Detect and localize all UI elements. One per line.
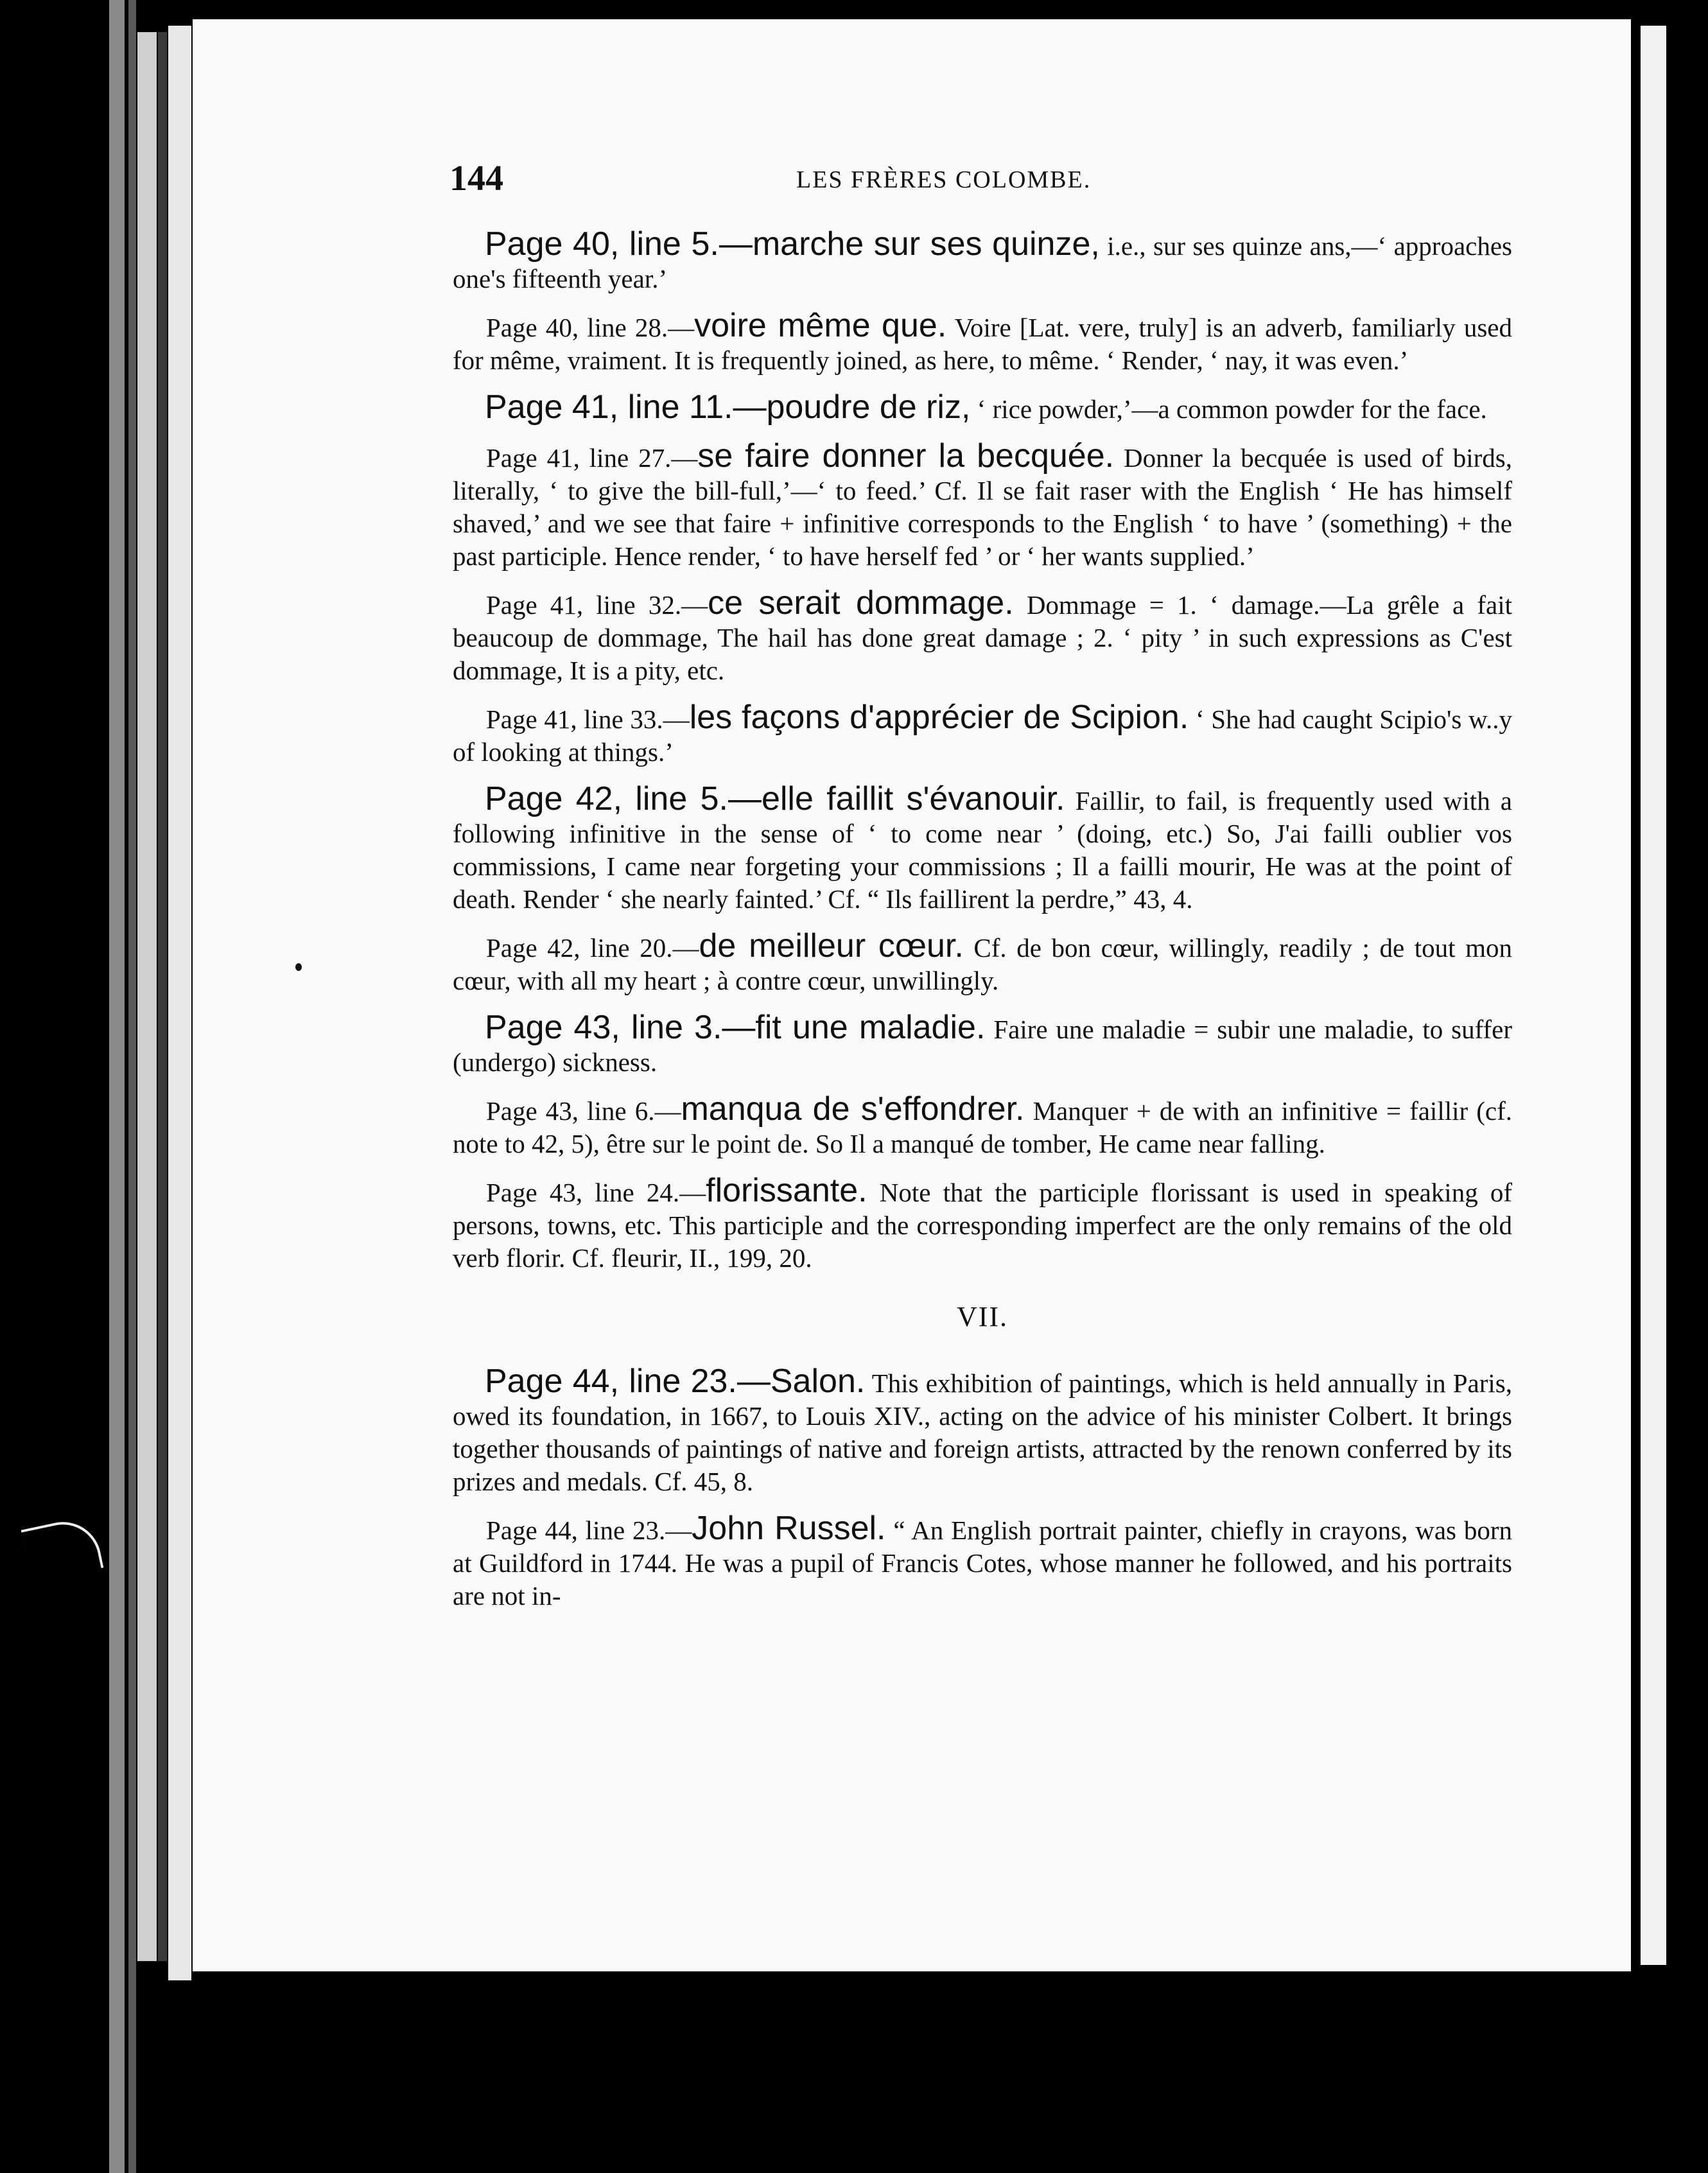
note-text: Cf. de bon cœur, willingly, readily ; de tout mon cœur, with all my heart ; à contre cœur, unwillingly. <box>453 933 1512 995</box>
running-title: LES FRÈRES COLOMBE. <box>796 166 1092 193</box>
note-reference: Page 40, line 5.— <box>485 225 753 263</box>
note-headword: florissante. <box>706 1172 867 1209</box>
notes-list <box>453 1365 1512 1612</box>
note-reference: Page 44, line 23.— <box>486 1515 692 1545</box>
note-text: Faire une maladie = subir une maladie, to suffer (undergo) sickness. <box>453 1015 1513 1077</box>
book-edge <box>128 0 136 2173</box>
page-stack-edge <box>168 26 191 1980</box>
note-text: Manquer + de with an infinitive = faillir (cf. note to 42, 5), être sur le point de. So Il a manqué de tomber, He came near falling. <box>453 1096 1512 1158</box>
note-headword: elle faillit s'évanouir. <box>761 780 1065 817</box>
note-entry <box>453 701 1512 769</box>
note-entry <box>453 307 1512 377</box>
note-reference: Page 44, line 23.— <box>485 1363 771 1400</box>
note-entry <box>453 1365 1512 1498</box>
note-text: Note that the participle florissant is used in speaking of persons, towns, etc. This participle and the corresponding imperfect are the only remains of the old verb florir. Cf. fleurir, II., 199, 20. <box>453 1178 1512 1273</box>
note-headword: les façons d'apprécier de Scipion. <box>689 699 1189 736</box>
note-text: Voire [Lat. vere, truly] is an adverb, familiarly used for même, vraiment. It is frequently joined, as here, to même. ‘ Render, ‘ nay, it was even.’ <box>453 313 1512 375</box>
notes-list <box>453 225 1513 1275</box>
note-entry <box>453 1174 1512 1275</box>
note-entry <box>453 437 1512 573</box>
section-heading: VII. <box>956 1301 1009 1332</box>
note-text: Donner la becquée is used of birds, literally, ‘ to give the bill-full,’—‘ to feed.’ Cf. Il se fait raser with the English ‘ He has himself shaved,’ and we see that faire + infinitive corresponds to the English ‘ to have ’ (something) + the past participle. Hence render, ‘ to have herself fed ’ or ‘ her wants supplied.’ <box>453 443 1512 571</box>
note-reference: Page 42, line 5.— <box>485 780 762 817</box>
notes-body <box>453 225 1513 1627</box>
note-reference: Page 41, line 33.— <box>486 704 690 734</box>
note-entry <box>453 388 1512 426</box>
note-entry <box>453 225 1512 295</box>
note-reference: Page 41, line 11.— <box>485 388 767 426</box>
note-reference: Page 43, line 6.— <box>486 1096 681 1126</box>
page-header <box>449 158 1509 203</box>
note-text: Dommage = 1. ‘ damage.—La grêle a fait beaucoup de dommage, The hail has done great damage ; 2. ‘ pity ’ in such expressions as C'est dommage, It is a pity, etc. <box>453 590 1513 685</box>
note-reference: Page 40, line 28.— <box>486 313 695 342</box>
note-entry <box>453 1090 1512 1160</box>
page-number: 144 <box>449 159 503 198</box>
note-headword: se faire donner la becquée. <box>697 437 1115 475</box>
note-reference: Page 42, line 20.— <box>486 933 699 963</box>
note-headword: Salon. <box>770 1363 866 1400</box>
note-text: ‘ She had caught Scipio's w..y of looking at things.’ <box>453 704 1513 767</box>
page-stack-edge <box>158 32 167 1961</box>
note-headword: voire même que. <box>694 307 947 344</box>
note-entry <box>453 1512 1512 1612</box>
note-entry <box>453 780 1512 916</box>
facing-page-edge <box>1641 26 1666 1965</box>
note-reference: Page 43, line 3.— <box>485 1009 756 1046</box>
note-headword: ce serait dommage. <box>708 584 1014 622</box>
book-edge <box>109 0 125 2173</box>
note-headword: John Russel. <box>692 1510 886 1547</box>
note-headword: de meilleur cœur. <box>699 927 964 964</box>
note-text: Faillir, to fail, is frequently used with a following infinitive in the sense of ‘ to come near ’ (doing, etc.) So, J'ai failli oublier vos commissions, I came near forgeting your commissions ; Il a failli mourir, He was at the point of death. Render ‘ she nearly fainted.’ Cf. “ Ils faillirent la perdre,” 43, 4. <box>453 786 1512 914</box>
note-text: ‘ rice powder,’—a common powder for the face. <box>970 394 1487 424</box>
note-headword: marche sur ses quinze, <box>752 225 1100 263</box>
note-text: “ An English portrait painter, chiefly in crayons, was born at Guildford in 1744. He was a pupil of Francis Cotes, whose manner he followed, and his portraits are not in- <box>453 1515 1512 1610</box>
note-reference: Page 41, line 32.— <box>486 590 708 620</box>
note-headword: poudre de riz, <box>766 388 971 426</box>
note-reference: Page 43, line 24.— <box>486 1178 706 1207</box>
note-entry <box>453 1011 1512 1079</box>
note-reference: Page 41, line 27.— <box>486 443 698 473</box>
page-stack-edge <box>137 32 157 1961</box>
note-headword: manqua de s'effondrer. <box>681 1090 1025 1128</box>
note-text: i.e., sur ses quinze ans,—‘ approaches one's fifteenth year.’ <box>453 231 1512 293</box>
margin-ink-dot <box>295 963 302 971</box>
note-text: This exhibition of paintings, which is held annually in Paris, owed its foundation, in 1667, to Louis XIV., acting on the advice of his minister Colbert. It brings together thousands of paintings of native and foreign artists, attracted by the renown conferred by its prizes and medals. Cf. 45, 8. <box>453 1368 1512 1496</box>
note-entry <box>453 927 1512 997</box>
note-headword: fit une maladie. <box>755 1009 986 1046</box>
note-entry <box>453 584 1513 687</box>
scan-artifact <box>21 1515 104 1583</box>
